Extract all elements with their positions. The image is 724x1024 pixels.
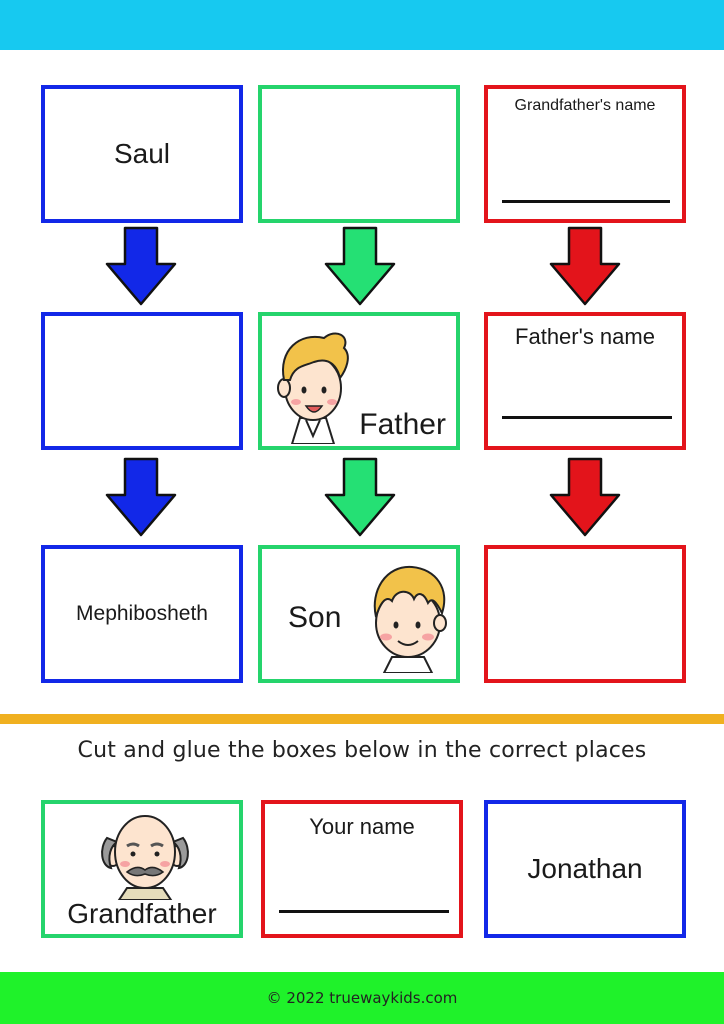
down-arrow-icon — [549, 226, 621, 306]
son-box — [258, 545, 460, 683]
grandfather-cutout-box[interactable] — [41, 800, 243, 938]
father-label: Father — [359, 408, 446, 441]
saul-box — [41, 85, 243, 223]
instruction-text: Cut and glue the boxes below in the correct places — [77, 738, 647, 763]
empty-blue-box-row2 — [41, 312, 243, 450]
footer-copyright: © 2022 truewaykids.com — [266, 989, 458, 1007]
father-name-label: Father's name — [515, 324, 655, 349]
down-arrow-icon — [324, 457, 396, 537]
top-band — [0, 0, 724, 50]
grandfather-name-label: Grandfather's name — [514, 97, 656, 114]
down-arrow-icon — [105, 457, 177, 537]
mephibosheth-box — [41, 545, 243, 683]
grandfather-label: Grandfather — [67, 898, 217, 929]
footer-band — [0, 972, 724, 1024]
son-portrait-icon — [366, 561, 450, 673]
your-name-line — [279, 910, 449, 913]
down-arrow-icon — [105, 226, 177, 306]
your-name-cutout-box[interactable] — [261, 800, 463, 938]
your-name-label: Your name — [309, 814, 415, 839]
cut-divider — [0, 714, 724, 724]
son-label: Son — [288, 601, 342, 634]
grandfather-portrait-icon — [97, 808, 193, 900]
jonathan-cutout-box[interactable] — [484, 800, 686, 938]
empty-green-box-row1 — [258, 85, 460, 223]
saul-name: Saul — [113, 138, 171, 169]
father-portrait-icon — [270, 322, 358, 444]
mephibosheth-name: Mephibosheth — [76, 602, 208, 625]
down-arrow-icon — [549, 457, 621, 537]
empty-red-box-row3 — [484, 545, 686, 683]
father-name-line — [502, 416, 672, 419]
father-box — [258, 312, 460, 450]
grandfather-name-line — [502, 200, 670, 203]
down-arrow-icon — [324, 226, 396, 306]
grandfather-name-box — [484, 85, 686, 223]
father-name-box — [484, 312, 686, 450]
jonathan-name: Jonathan — [527, 853, 643, 884]
